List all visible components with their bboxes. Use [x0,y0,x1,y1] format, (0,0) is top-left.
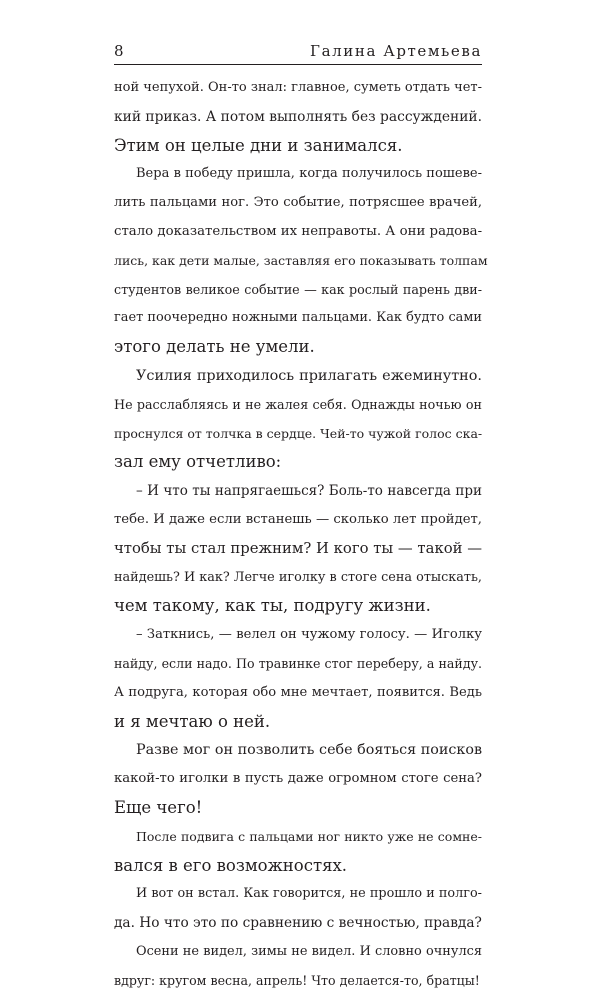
text-line: стало доказательством их неправоты. А они радова- [114,223,483,239]
text-line: И вот он встал. Как говорится, не прошло и полго- [136,886,482,902]
text-line: вдруг: кругом весна, апрель! Что делается-то, братцы! [114,972,480,988]
text-line: Этим он целые дни и занимался. [114,135,403,155]
text-line: этого делать не умели. [114,337,315,357]
running-header [114,38,482,65]
paragraph [114,621,482,736]
text-line: После подвига с пальцами ног никто уже не сомне- [136,828,482,844]
page-number: 8 [114,42,125,60]
text-line: найдешь? И как? Легче иголку в стоге сена отыскать, [114,569,482,585]
paragraph [114,74,482,160]
text-line: А подруга, которая обо мне мечтает, появится. Ведь [114,684,482,700]
paragraph [114,736,482,822]
text-line: гает поочередно ножными пальцами. Как будто сами [114,310,482,326]
text-line: Осени не видел, зимы не видел. И словно очнулся [136,943,482,959]
text-line: Разве мог он позволить себе бояться поисков [136,742,482,759]
text-line: ной чепухой. Он-то знал: главное, суметь отдать чет- [114,80,482,95]
paragraph [114,823,482,881]
text-line: Не расслабляясь и не жалея себя. Однажды ночью он [114,396,482,412]
text-line: – Заткнись, — велел он чужому голосу. — Иголку [136,627,482,643]
text-line: зал ему отчетливо: [114,452,282,472]
text-line: лись, как дети малые, заставляя его показывать толпам [114,252,488,268]
text-line: вался в его возможностях. [114,855,348,875]
text-line: лить пальцами ног. Это событие, потрясшее врачей, [114,195,482,211]
text-line: проснулся от толчка в сердце. Чей-то чужой голос ска- [114,425,483,441]
text-line: Усилия приходилось прилагать ежеминутно. [136,367,482,384]
text-line: студентов великое событие — как рослый парень дви- [114,281,482,297]
body-text [114,74,488,996]
text-line: и я мечтаю о ней. [114,711,271,731]
text-line: тебе. И даже если встанешь — сколько лет пройдет, [114,511,482,527]
text-line: найду, если надо. По травинке стог переберу, а найду. [114,655,482,671]
text-line: чем такому, как ты, подругу жизни. [114,596,431,616]
paragraph [114,880,482,938]
paragraph [114,477,482,621]
text-line: какой-то иголки в пусть даже огромном стоге сена? [114,771,482,787]
paragraph [114,160,488,362]
paragraph [114,362,482,477]
author-name: Галина Артемьева [310,42,482,60]
text-line: да. Но что это по сравнению с вечностью, правда? [114,915,482,932]
text-line: Еще чего! [114,797,203,817]
text-line: Вера в победу пришла, когда получилось пошеве- [136,166,482,182]
text-line: чтобы ты стал прежним? И кого ты — такой — [114,539,482,557]
paragraph [114,938,482,996]
text-line: кий приказ. А потом выполнять без рассуждений. [114,108,482,125]
text-line: – И что ты напрягаешься? Боль-то навсегда при [136,483,482,500]
